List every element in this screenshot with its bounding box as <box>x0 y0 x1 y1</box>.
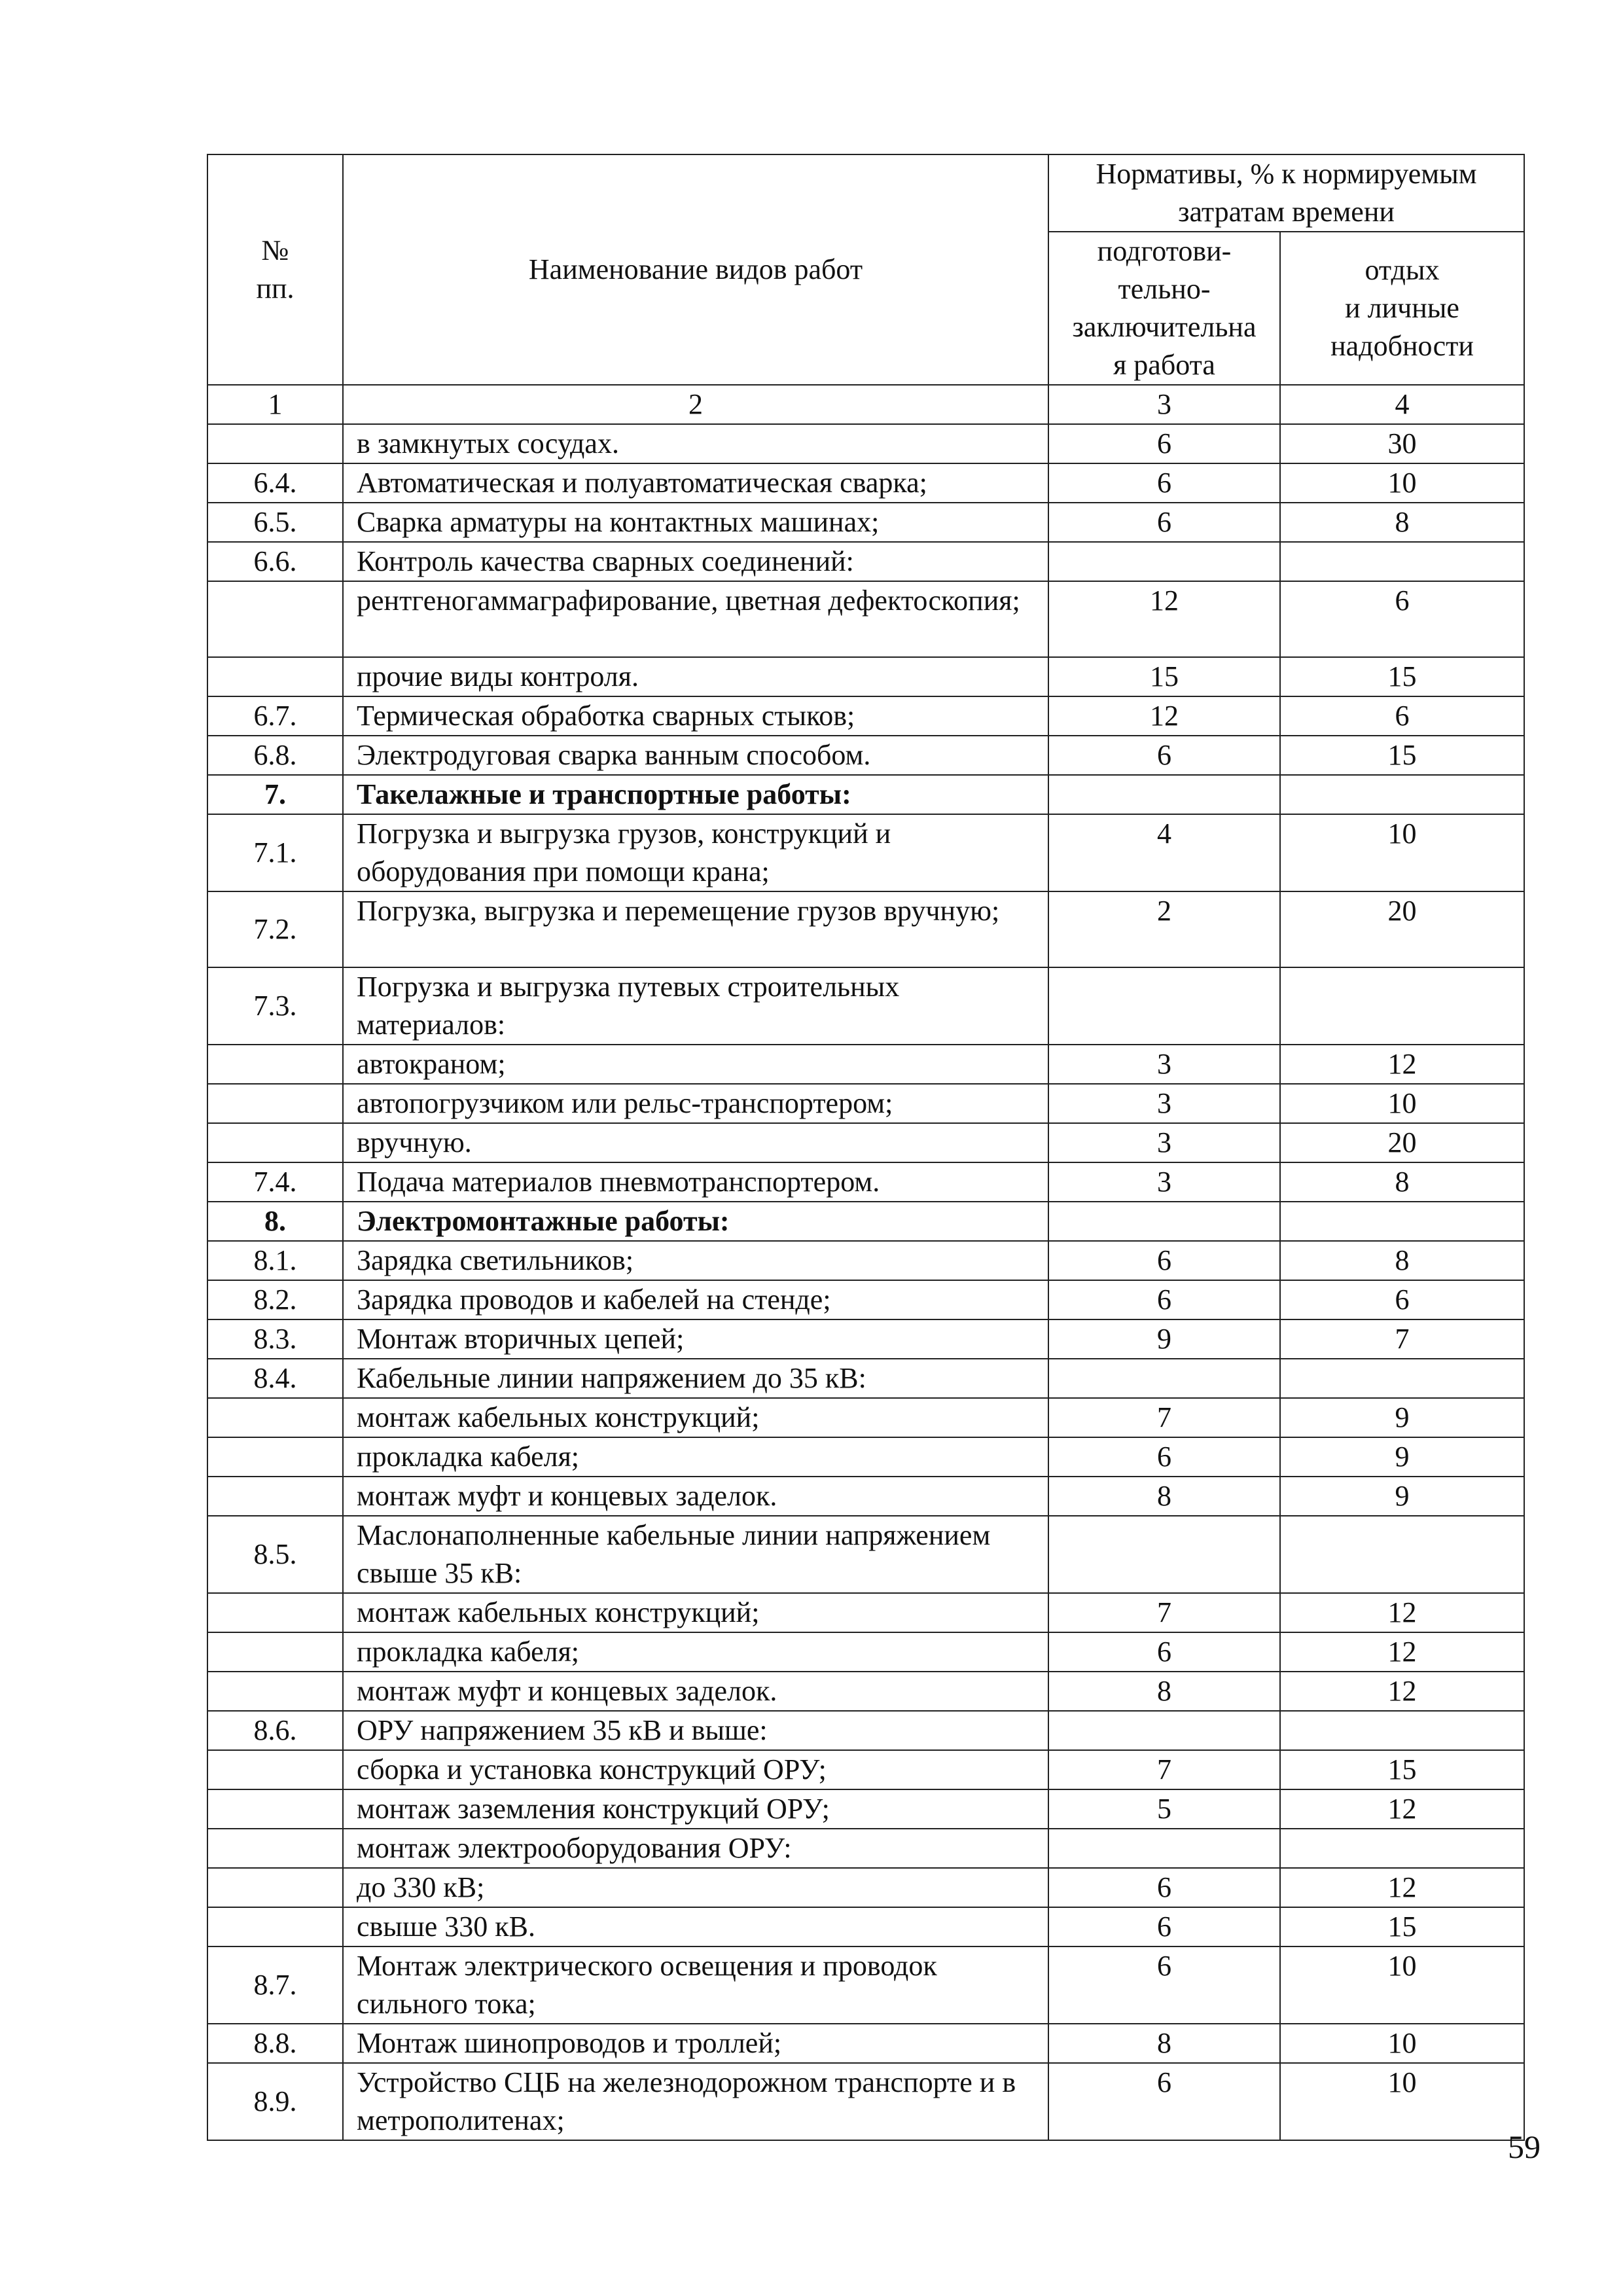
table-row <box>207 1437 1524 1477</box>
row-name: Зарядка проводов и кабелей на стенде; <box>343 1280 1048 1319</box>
row-number: 8.5. <box>207 1516 343 1593</box>
row-prep-value: 6 <box>1048 1280 1280 1319</box>
row-rest-value: 12 <box>1280 1868 1524 1907</box>
row-prep-value: 3 <box>1048 1045 1280 1084</box>
row-name: ОРУ напряжением 35 кВ и выше: <box>343 1711 1048 1750</box>
row-name: Электромонтажные работы: <box>343 1202 1048 1241</box>
row-prep-value <box>1048 1516 1280 1593</box>
row-number: 8. <box>207 1202 343 1241</box>
row-number <box>207 1672 343 1711</box>
row-prep-value: 3 <box>1048 1162 1280 1202</box>
row-prep-value: 6 <box>1048 1868 1280 1907</box>
table-row <box>207 1516 1524 1593</box>
row-rest-value: 10 <box>1280 1946 1524 2024</box>
table-row <box>207 775 1524 814</box>
row-prep-value: 3 <box>1048 1084 1280 1123</box>
table-row <box>207 1593 1524 1632</box>
row-number: 8.2. <box>207 1280 343 1319</box>
row-number: 8.9. <box>207 2063 343 2140</box>
row-name: автокраном; <box>343 1045 1048 1084</box>
row-name: Такелажные и транспортные работы: <box>343 775 1048 814</box>
row-rest-value: 12 <box>1280 1672 1524 1711</box>
row-prep-value: 8 <box>1048 2024 1280 2063</box>
row-prep-value: 5 <box>1048 1789 1280 1829</box>
table-row <box>207 696 1524 736</box>
row-rest-value <box>1280 775 1524 814</box>
row-prep-value: 8 <box>1048 1477 1280 1516</box>
row-prep-value <box>1048 1711 1280 1750</box>
row-number <box>207 1084 343 1123</box>
row-rest-value: 12 <box>1280 1789 1524 1829</box>
table-row <box>207 1123 1524 1162</box>
row-rest-value: 12 <box>1280 1045 1524 1084</box>
table-row <box>207 657 1524 696</box>
row-name: монтаж муфт и концевых заделок. <box>343 1672 1048 1711</box>
row-name: Термическая обработка сварных стыков; <box>343 696 1048 736</box>
row-rest-value: 15 <box>1280 1750 1524 1789</box>
row-name: монтаж заземления конструкций ОРУ; <box>343 1789 1048 1829</box>
row-number <box>207 1123 343 1162</box>
row-number: 7.1. <box>207 814 343 891</box>
row-number <box>207 1907 343 1946</box>
row-name: автопогрузчиком или рельс-транспортером; <box>343 1084 1048 1123</box>
row-name: Зарядка светильников; <box>343 1241 1048 1280</box>
row-name: Сварка арматуры на контактных машинах; <box>343 503 1048 542</box>
row-prep-value: 12 <box>1048 581 1280 657</box>
table-row <box>207 503 1524 542</box>
row-name: Погрузка, выгрузка и перемещение грузов вручную; <box>343 891 1048 967</box>
row-rest-value: 15 <box>1280 657 1524 696</box>
row-prep-value: 9 <box>1048 1319 1280 1359</box>
row-prep-value <box>1048 542 1280 581</box>
page-number: 59 <box>1508 2128 1541 2165</box>
row-name: Контроль качества сварных соединений: <box>343 542 1048 581</box>
row-name: Монтаж шинопроводов и троллей; <box>343 2024 1048 2063</box>
row-prep-value <box>1048 1202 1280 1241</box>
row-number: 8.7. <box>207 1946 343 2024</box>
row-number: 8.8. <box>207 2024 343 2063</box>
row-name: монтаж кабельных конструкций; <box>343 1398 1048 1437</box>
row-prep-value: 15 <box>1048 657 1280 696</box>
row-number <box>207 1632 343 1672</box>
row-name: свыше 330 кВ. <box>343 1907 1048 1946</box>
row-name: Подача материалов пневмотранспортером. <box>343 1162 1048 1202</box>
row-rest-value: 12 <box>1280 1632 1524 1672</box>
row-name: прокладка кабеля; <box>343 1632 1048 1672</box>
table-row <box>207 1868 1524 1907</box>
table-row <box>207 2024 1524 2063</box>
table-row <box>207 1241 1524 1280</box>
table-row <box>207 736 1524 775</box>
header-index-3: 3 <box>1048 385 1280 424</box>
table-row <box>207 1477 1524 1516</box>
row-prep-value: 7 <box>1048 1398 1280 1437</box>
table-row <box>207 1359 1524 1398</box>
row-prep-value: 7 <box>1048 1750 1280 1789</box>
row-rest-value: 7 <box>1280 1319 1524 1359</box>
row-prep-value: 6 <box>1048 1437 1280 1477</box>
row-rest-value: 9 <box>1280 1398 1524 1437</box>
row-name: монтаж муфт и концевых заделок. <box>343 1477 1048 1516</box>
table-row <box>207 1319 1524 1359</box>
header-col-num: № пп. <box>207 154 343 385</box>
row-number <box>207 1593 343 1632</box>
row-name: Погрузка и выгрузка путевых строительных материалов: <box>343 967 1048 1045</box>
header-col-rest: отдых и личные надобности <box>1280 232 1524 385</box>
table-row <box>207 1750 1524 1789</box>
table-row <box>207 814 1524 891</box>
row-number: 6.4. <box>207 463 343 503</box>
row-number: 7.2. <box>207 891 343 967</box>
table-row <box>207 1162 1524 1202</box>
row-prep-value <box>1048 1829 1280 1868</box>
row-number: 8.3. <box>207 1319 343 1359</box>
row-number: 7.4. <box>207 1162 343 1202</box>
table-row <box>207 1280 1524 1319</box>
row-number <box>207 1045 343 1084</box>
table-body <box>207 424 1524 2140</box>
row-rest-value: 12 <box>1280 1593 1524 1632</box>
row-rest-value: 9 <box>1280 1437 1524 1477</box>
header-index-1: 1 <box>207 385 343 424</box>
table-row <box>207 581 1524 657</box>
row-rest-value: 6 <box>1280 696 1524 736</box>
row-rest-value: 10 <box>1280 2024 1524 2063</box>
row-number <box>207 424 343 463</box>
row-number <box>207 1868 343 1907</box>
row-rest-value: 20 <box>1280 1123 1524 1162</box>
row-name: прокладка кабеля; <box>343 1437 1048 1477</box>
row-rest-value: 10 <box>1280 1084 1524 1123</box>
row-name: Кабельные линии напряжением до 35 кВ: <box>343 1359 1048 1398</box>
row-prep-value: 7 <box>1048 1593 1280 1632</box>
table-row <box>207 2063 1524 2140</box>
table-row <box>207 1632 1524 1672</box>
row-number: 6.7. <box>207 696 343 736</box>
table-row <box>207 1398 1524 1437</box>
row-number <box>207 1789 343 1829</box>
table-row <box>207 1672 1524 1711</box>
table-row <box>207 891 1524 967</box>
row-name: Автоматическая и полуавтоматическая сварка; <box>343 463 1048 503</box>
row-prep-value: 6 <box>1048 2063 1280 2140</box>
row-rest-value <box>1280 1359 1524 1398</box>
row-prep-value: 8 <box>1048 1672 1280 1711</box>
row-rest-value: 6 <box>1280 581 1524 657</box>
row-rest-value: 6 <box>1280 1280 1524 1319</box>
header-col-norms: Нормативы, % к нормируемым затратам времени <box>1048 154 1524 232</box>
row-rest-value: 20 <box>1280 891 1524 967</box>
row-number: 8.6. <box>207 1711 343 1750</box>
row-prep-value: 2 <box>1048 891 1280 967</box>
row-rest-value <box>1280 1516 1524 1593</box>
table-row <box>207 1829 1524 1868</box>
row-number: 6.6. <box>207 542 343 581</box>
row-rest-value: 30 <box>1280 424 1524 463</box>
row-name: рентгеногаммаграфирование, цветная дефектоскопия; <box>343 581 1048 657</box>
row-name: монтаж электрооборудования ОРУ: <box>343 1829 1048 1868</box>
row-number <box>207 1437 343 1477</box>
row-prep-value: 6 <box>1048 1946 1280 2024</box>
row-rest-value: 10 <box>1280 2063 1524 2140</box>
table-row <box>207 542 1524 581</box>
row-rest-value <box>1280 1202 1524 1241</box>
row-name: Электродуговая сварка ванным способом. <box>343 736 1048 775</box>
row-prep-value: 3 <box>1048 1123 1280 1162</box>
header-index-2: 2 <box>343 385 1048 424</box>
row-number <box>207 1398 343 1437</box>
row-rest-value <box>1280 967 1524 1045</box>
row-prep-value: 6 <box>1048 1907 1280 1946</box>
row-rest-value: 8 <box>1280 503 1524 542</box>
row-rest-value: 10 <box>1280 463 1524 503</box>
row-number: 7. <box>207 775 343 814</box>
row-prep-value <box>1048 967 1280 1045</box>
table-row <box>207 424 1524 463</box>
header-col-name: Наименование видов работ <box>343 154 1048 385</box>
row-prep-value: 6 <box>1048 424 1280 463</box>
row-prep-value <box>1048 1359 1280 1398</box>
row-name: Погрузка и выгрузка грузов, конструкций и оборудования при помощи крана; <box>343 814 1048 891</box>
table-row <box>207 1084 1524 1123</box>
row-number: 6.5. <box>207 503 343 542</box>
row-number: 6.8. <box>207 736 343 775</box>
row-prep-value: 6 <box>1048 463 1280 503</box>
row-rest-value: 8 <box>1280 1162 1524 1202</box>
row-number: 7.3. <box>207 967 343 1045</box>
row-prep-value: 6 <box>1048 503 1280 542</box>
row-rest-value: 10 <box>1280 814 1524 891</box>
row-name: вручную. <box>343 1123 1048 1162</box>
table-row <box>207 1789 1524 1829</box>
row-rest-value: 9 <box>1280 1477 1524 1516</box>
row-rest-value: 15 <box>1280 1907 1524 1946</box>
table-row <box>207 1045 1524 1084</box>
table-row <box>207 967 1524 1045</box>
row-prep-value: 6 <box>1048 1632 1280 1672</box>
row-number <box>207 657 343 696</box>
norms-table <box>207 154 1525 2141</box>
row-name: Маслонаполненные кабельные линии напряжением свыше 35 кВ: <box>343 1516 1048 1593</box>
row-name: в замкнутых сосудах. <box>343 424 1048 463</box>
row-prep-value: 6 <box>1048 1241 1280 1280</box>
row-prep-value: 4 <box>1048 814 1280 891</box>
table-row <box>207 463 1524 503</box>
row-rest-value <box>1280 1711 1524 1750</box>
header-index-4: 4 <box>1280 385 1524 424</box>
row-number <box>207 1750 343 1789</box>
row-number <box>207 581 343 657</box>
row-name: Устройство СЦБ на железнодорожном транспорте и в метрополитенах; <box>343 2063 1048 2140</box>
table-row <box>207 1946 1524 2024</box>
row-name: сборка и установка конструкций ОРУ; <box>343 1750 1048 1789</box>
row-number <box>207 1829 343 1868</box>
row-rest-value <box>1280 542 1524 581</box>
row-name: Монтаж вторичных цепей; <box>343 1319 1048 1359</box>
row-name: монтаж кабельных конструкций; <box>343 1593 1048 1632</box>
row-rest-value: 15 <box>1280 736 1524 775</box>
row-number <box>207 1477 343 1516</box>
table-row <box>207 1711 1524 1750</box>
row-name: до 330 кВ; <box>343 1868 1048 1907</box>
row-prep-value <box>1048 775 1280 814</box>
row-rest-value <box>1280 1829 1524 1868</box>
table-row <box>207 1907 1524 1946</box>
row-prep-value: 12 <box>1048 696 1280 736</box>
row-name: Монтаж электрического освещения и проводок сильного тока; <box>343 1946 1048 2024</box>
row-prep-value: 6 <box>1048 736 1280 775</box>
table-row <box>207 1202 1524 1241</box>
row-number: 8.1. <box>207 1241 343 1280</box>
row-rest-value: 8 <box>1280 1241 1524 1280</box>
row-number: 8.4. <box>207 1359 343 1398</box>
header-col-prep: подготови- тельно- заключительна я работа <box>1048 232 1280 385</box>
row-name: прочие виды контроля. <box>343 657 1048 696</box>
